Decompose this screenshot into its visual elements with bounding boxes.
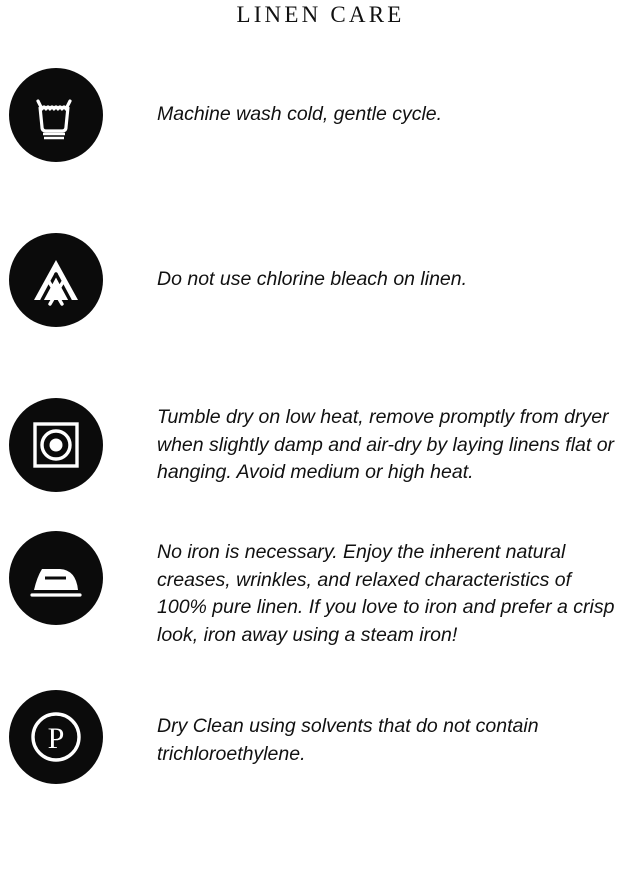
icon-cell — [9, 531, 107, 625]
text-cell — [107, 68, 631, 129]
text-cell — [107, 233, 631, 294]
icon-cell — [9, 398, 107, 492]
text-cell — [107, 690, 631, 768]
svg-text:P: P — [47, 722, 65, 755]
list-item — [0, 690, 631, 784]
text-cell — [107, 531, 631, 649]
washtub-icon — [9, 68, 103, 162]
care-instruction-list — [0, 68, 631, 784]
list-item — [0, 68, 631, 162]
icon-cell — [9, 68, 107, 162]
circle-p-icon — [9, 690, 103, 784]
icon-cell — [9, 233, 107, 327]
care-instruction-text: Do not use chlorine bleach on linen. — [157, 268, 468, 290]
tumble-dry-icon — [9, 398, 103, 492]
text-cell — [107, 398, 631, 487]
list-item — [0, 531, 631, 649]
iron-icon — [9, 531, 103, 625]
care-instruction-text: Machine wash cold, gentle cycle. — [157, 103, 443, 125]
care-instruction-text: Dry Clean using solvents that do not contain trichloroethylene. — [157, 715, 539, 765]
icon-cell — [9, 690, 107, 784]
list-item — [0, 233, 631, 327]
triangle-crossed-icon — [9, 233, 103, 327]
care-instruction-text: Tumble dry on low heat, remove promptly from dryer when slightly damp and air-dry by laying linens flat or hanging. Avoid medium or high heat. — [157, 406, 615, 483]
care-instruction-text: No iron is necessary. Enjoy the inherent natural creases, wrinkles, and relaxed characteristics of 100% pure linen. If you love to iron and prefer a crisp look, iron away using a steam iron! — [157, 541, 615, 646]
page-title: LINEN CARE — [236, 2, 405, 27]
list-item — [0, 398, 631, 492]
